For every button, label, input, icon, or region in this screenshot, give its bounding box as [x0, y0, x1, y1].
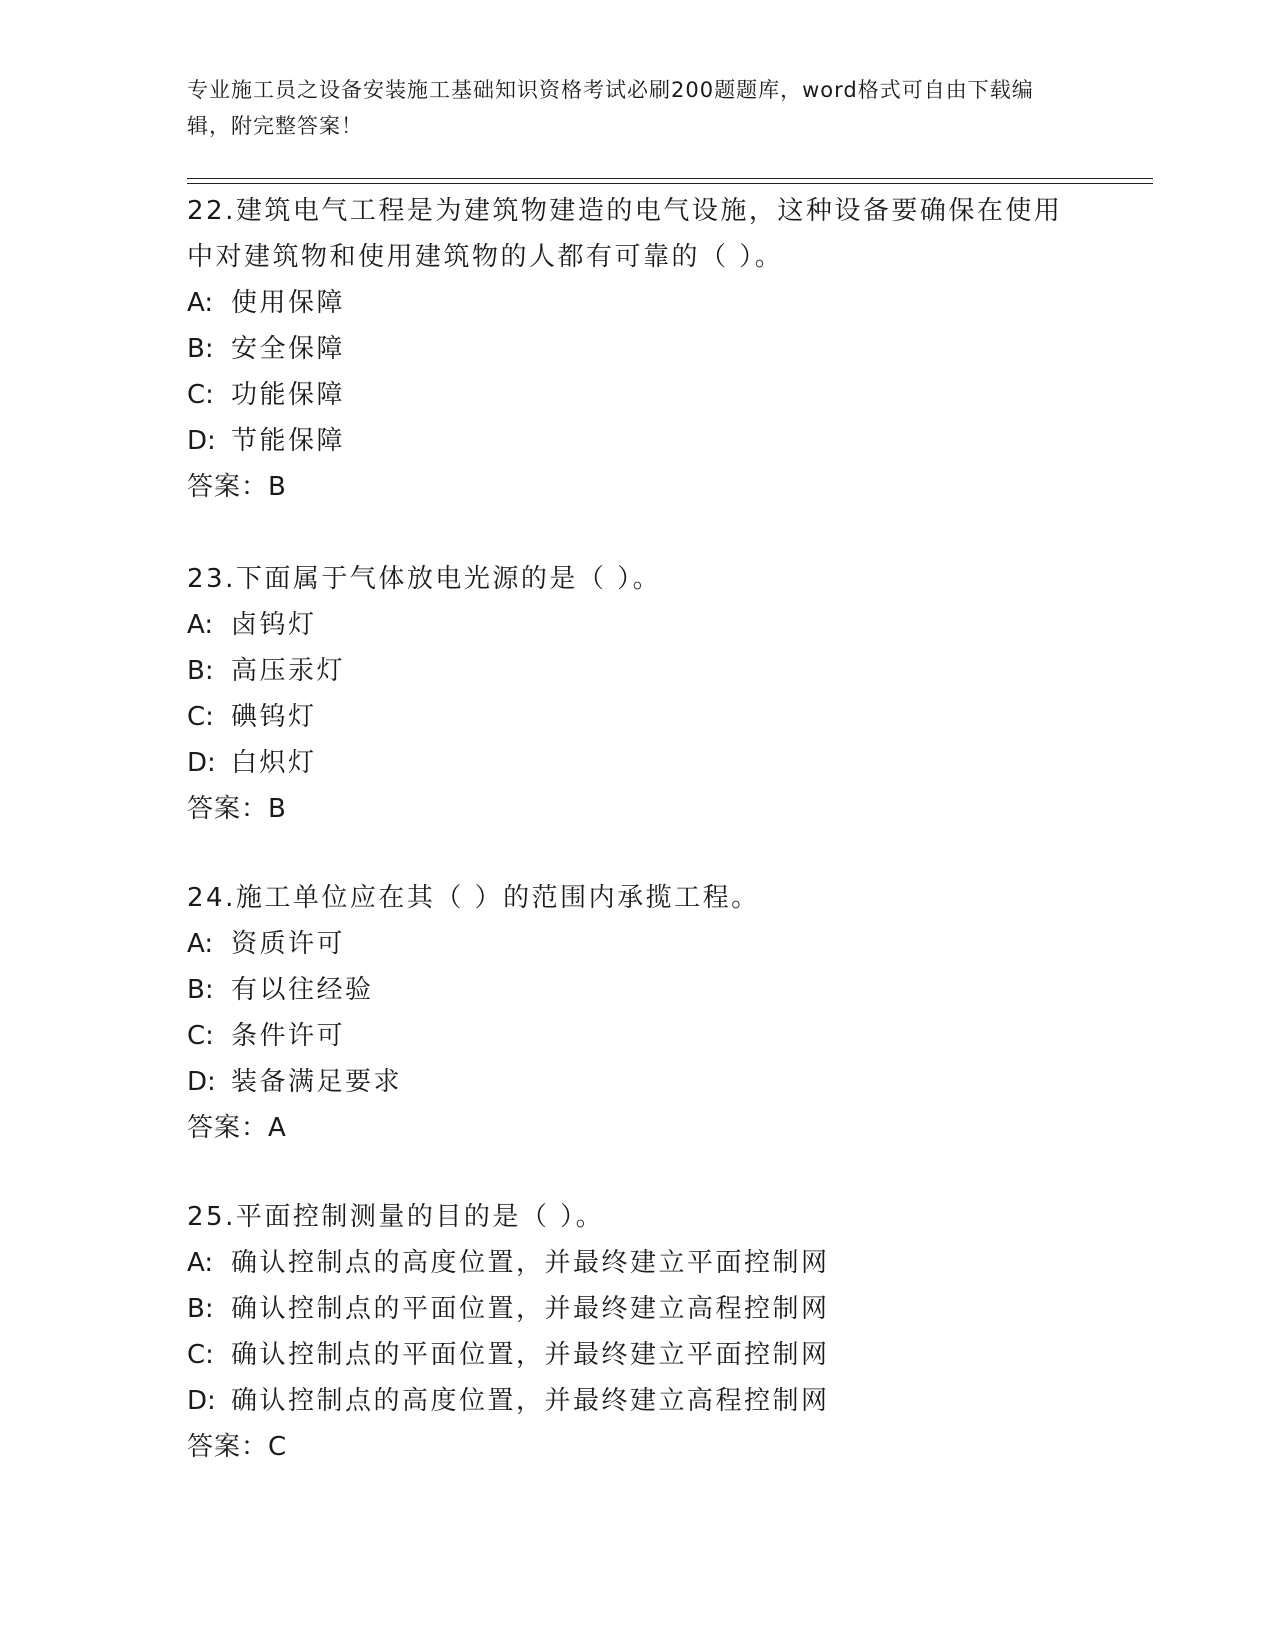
answer-value: B [268, 472, 287, 502]
option-text: 条件许可 [231, 1021, 346, 1051]
option-text: 白炽灯 [231, 748, 317, 778]
answer-line [187, 1105, 1087, 1151]
option-a [187, 1240, 1087, 1286]
option-key: C: [187, 1340, 214, 1370]
option-key: C: [187, 1021, 214, 1051]
option-key: B: [187, 975, 214, 1005]
option-text: 确认控制点的高度位置，并最终建立平面控制网 [231, 1248, 830, 1278]
header-divider-bottom [187, 183, 1153, 184]
question-stem: 22.建筑电气工程是为建筑物建造的电气设施，这种设备要确保在使用中对建筑物和使用建筑物的人都有可靠的（ ）。 [187, 196, 1063, 272]
answer-label: 答案： [187, 472, 269, 502]
option-text: 高压汞灯 [231, 656, 346, 686]
option-text: 安全保障 [231, 334, 346, 364]
question-25 [187, 1194, 1087, 1470]
option-c [187, 1332, 1087, 1378]
document-header: 专业施工员之设备安装施工基础知识资格考试必刷200题题库，word格式可自由下载编辑，附完整答案！ [187, 78, 1034, 138]
option-d [187, 418, 1087, 464]
option-c [187, 1013, 1087, 1059]
option-text: 有以往经验 [231, 975, 374, 1005]
option-text: 卤钨灯 [231, 610, 317, 640]
option-b [187, 326, 1087, 372]
answer-line [187, 786, 1087, 832]
option-a [187, 602, 1087, 648]
option-b [187, 967, 1087, 1013]
option-key: D: [187, 1386, 216, 1416]
answer-label: 答案： [187, 1432, 269, 1462]
question-24 [187, 875, 1087, 1151]
option-text: 确认控制点的平面位置，并最终建立高程控制网 [231, 1294, 830, 1324]
option-c [187, 694, 1087, 740]
option-c [187, 372, 1087, 418]
option-a [187, 280, 1087, 326]
answer-value: B [268, 794, 287, 824]
answer-label: 答案： [187, 1113, 269, 1143]
option-text: 确认控制点的高度位置，并最终建立高程控制网 [231, 1386, 830, 1416]
option-b [187, 1286, 1087, 1332]
option-text: 确认控制点的平面位置，并最终建立平面控制网 [231, 1340, 830, 1370]
option-text: 节能保障 [231, 426, 346, 456]
option-b [187, 648, 1087, 694]
option-key: A: [187, 929, 214, 959]
option-text: 装备满足要求 [231, 1067, 403, 1097]
option-key: B: [187, 334, 214, 364]
answer-label: 答案： [187, 794, 269, 824]
option-key: B: [187, 656, 214, 686]
question-stem: 23.下面属于气体放电光源的是（ ）。 [187, 564, 662, 594]
option-key: C: [187, 702, 214, 732]
question-stem: 25.平面控制测量的目的是（ ）。 [187, 1202, 605, 1232]
question-23 [187, 556, 1087, 832]
answer-value: A [268, 1113, 287, 1143]
option-key: D: [187, 1067, 216, 1097]
option-key: C: [187, 380, 214, 410]
answer-line [187, 464, 1087, 510]
option-key: A: [187, 610, 214, 640]
option-d [187, 740, 1087, 786]
option-key: D: [187, 748, 216, 778]
option-key: B: [187, 1294, 214, 1324]
option-a [187, 921, 1087, 967]
option-key: A: [187, 1248, 214, 1278]
answer-value: C [268, 1432, 288, 1462]
answer-line [187, 1424, 1087, 1470]
option-d [187, 1059, 1087, 1105]
option-text: 资质许可 [231, 929, 346, 959]
option-key: D: [187, 426, 216, 456]
option-text: 碘钨灯 [231, 702, 317, 732]
question-22 [187, 188, 1087, 510]
option-d [187, 1378, 1087, 1424]
question-stem: 24.施工单位应在其（ ）的范围内承揽工程。 [187, 883, 760, 913]
option-text: 使用保障 [231, 288, 346, 318]
option-key: A: [187, 288, 214, 318]
option-text: 功能保障 [231, 380, 346, 410]
header-divider-top [187, 178, 1153, 179]
